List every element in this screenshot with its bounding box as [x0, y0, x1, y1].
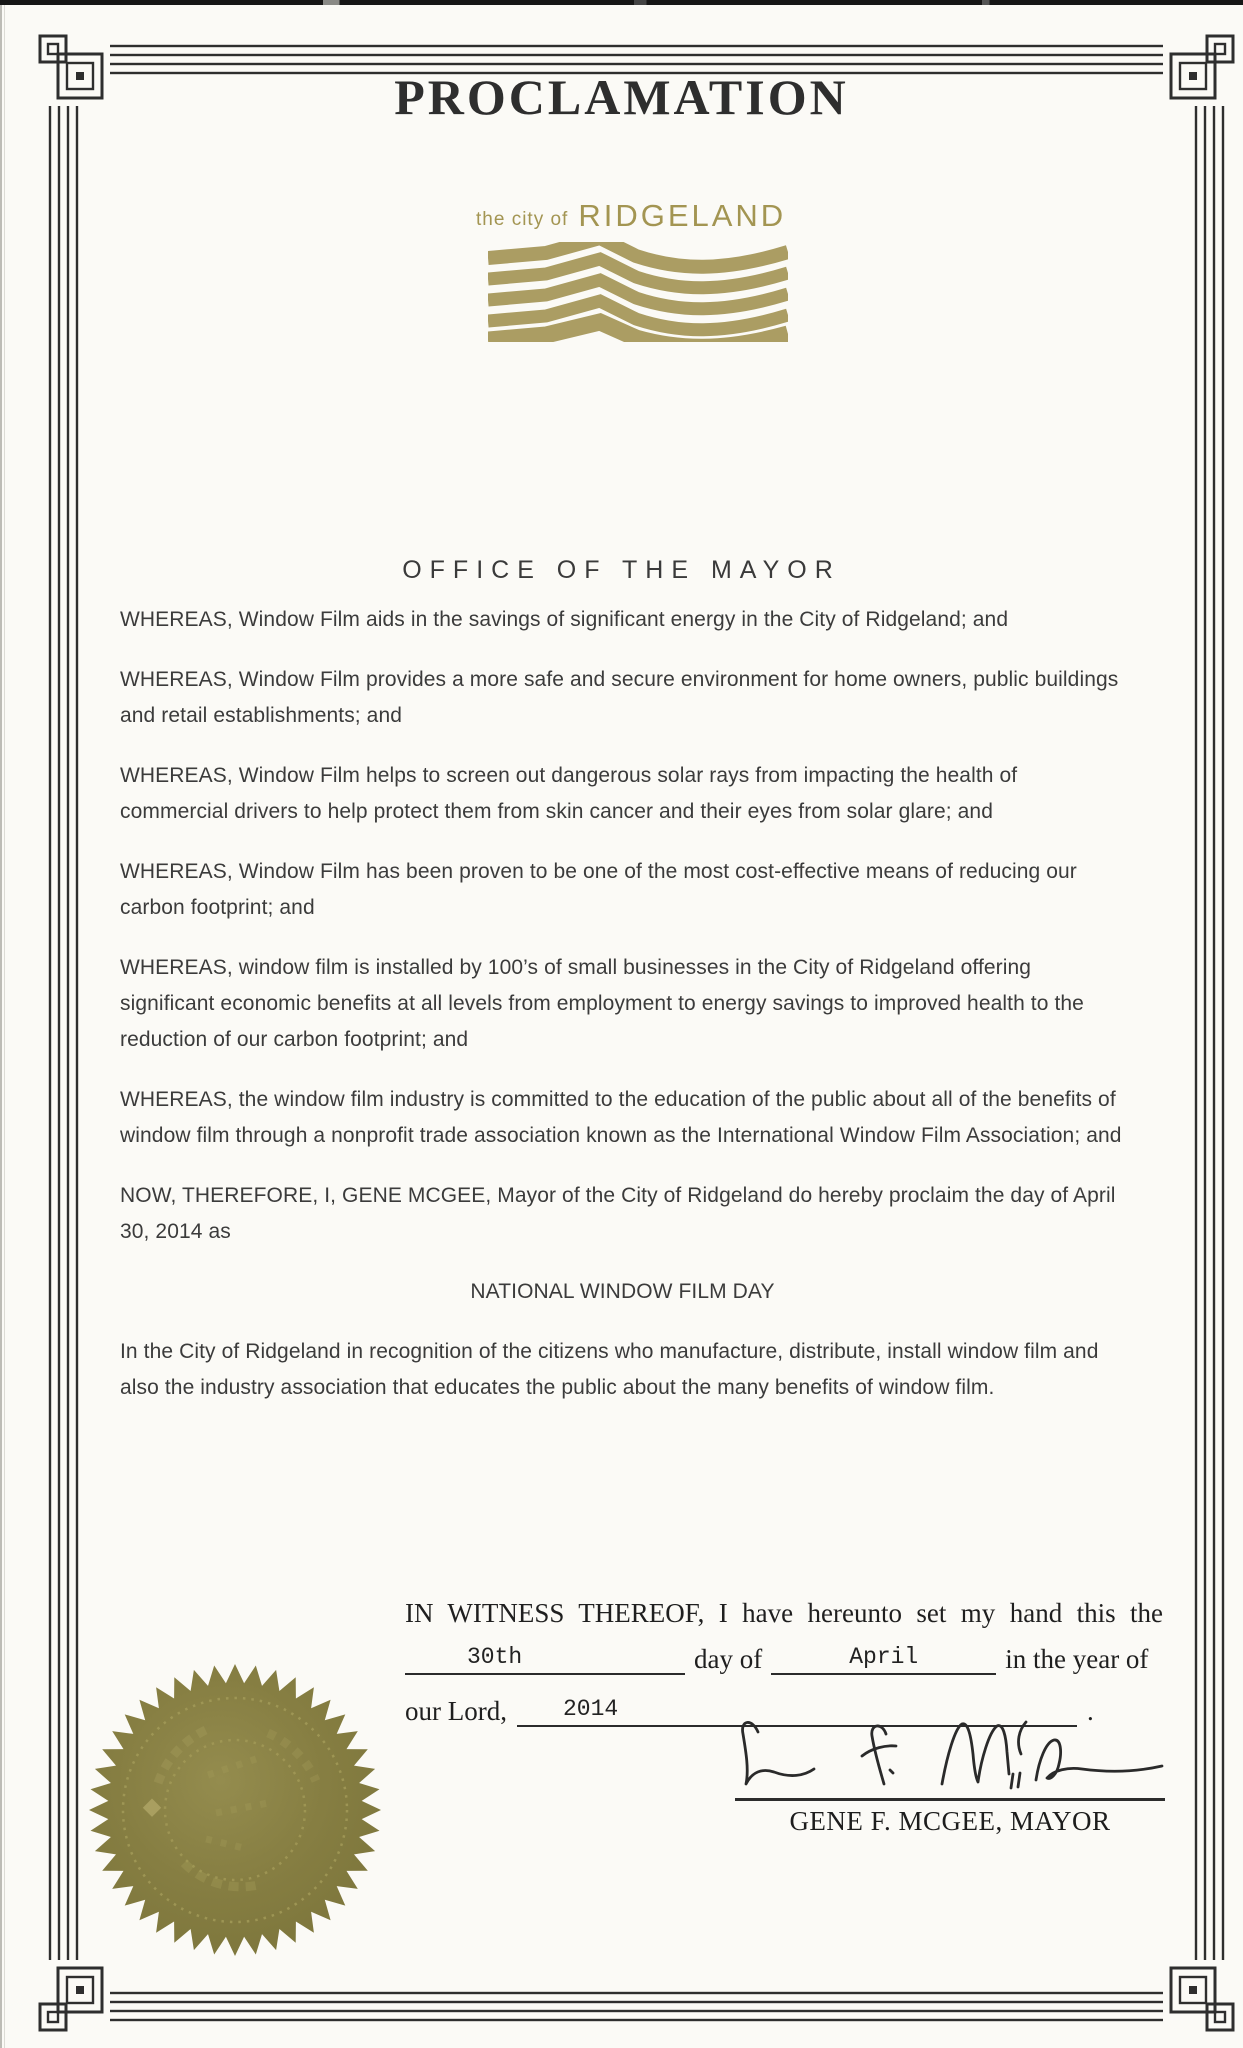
- day-blank: 30th: [405, 1644, 685, 1675]
- corner-ornament-bottom-left: [36, 1960, 110, 2034]
- corner-ornament-bottom-right: [1163, 1960, 1237, 2034]
- gold-seal: [88, 1663, 382, 1957]
- proclamation-body: [120, 602, 1125, 1430]
- witness-line-2: [405, 1644, 1163, 1675]
- whereas-paragraph-4: WHEREAS, Window Film has been proven to be one of the most cost-effective means of reducing our carbon footprint; and: [120, 860, 1077, 919]
- office-heading: OFFICE OF THE MAYOR: [402, 556, 841, 584]
- witness-section: [405, 1598, 1163, 1726]
- day-of-label: day of: [694, 1644, 763, 1674]
- whereas-paragraph-1: WHEREAS, Window Film aids in the savings of significant energy in the City of Ridgeland; and: [120, 608, 1009, 631]
- logo-city-name: RIDGELAND: [578, 198, 787, 233]
- period-label: .: [1086, 1696, 1094, 1726]
- witness-line-1: IN WITNESS THEREOF, I have hereunto set my hand this the: [405, 1598, 1163, 1628]
- logo-waves-graphic: [488, 242, 788, 342]
- whereas-paragraph-3: WHEREAS, Window Film helps to screen out dangerous solar rays from impacting the health of commercial drivers to help protect them from skin cancer and their eyes from solar glare; and: [120, 764, 1018, 823]
- whereas-paragraph-6: WHEREAS, the window film industry is committed to the education of the public about all of the benefits of window film through a nonprofit trade association known as the International Window Film Association; and: [120, 1088, 1122, 1147]
- signer-name: GENE F. MCGEE, MAYOR: [789, 1806, 1111, 1836]
- city-logo: [470, 198, 788, 342]
- whereas-paragraph-5: WHEREAS, window film is installed by 100’s of small businesses in the City of Ridgeland offering significant economic benefits at all levels from employment to energy savings to improved health to the reduction of our carbon footprint; and: [120, 956, 1084, 1051]
- closing-paragraph: In the City of Ridgeland in recognition of the citizens who manufacture, distribute, install window film and also the industry association that educates the public about the many benefits of window film.: [120, 1340, 1099, 1399]
- logo-city-prefix: the city of: [476, 209, 569, 230]
- year-blank: 2014: [517, 1696, 1077, 1727]
- therefore-paragraph: NOW, THEREFORE, I, GENE MCGEE, Mayor of the City of Ridgeland do hereby proclaim the day of April 30, 2014 as: [120, 1184, 1116, 1243]
- month-blank: April: [771, 1644, 996, 1675]
- mayor-signature-scribble: [700, 1712, 1170, 1807]
- year-of-label: in the year of: [1005, 1644, 1149, 1674]
- city-logo-text: [476, 198, 788, 234]
- our-lord-label: our Lord,: [405, 1696, 507, 1726]
- whereas-paragraph-2: WHEREAS, Window Film provides a more safe and secure environment for home owners, public buildings and retail establishments; and: [120, 668, 1119, 727]
- proclamation-title: PROCLAMATION: [394, 69, 849, 125]
- day-title: NATIONAL WINDOW FILM DAY: [470, 1280, 775, 1303]
- signature-line: [735, 1798, 1165, 1801]
